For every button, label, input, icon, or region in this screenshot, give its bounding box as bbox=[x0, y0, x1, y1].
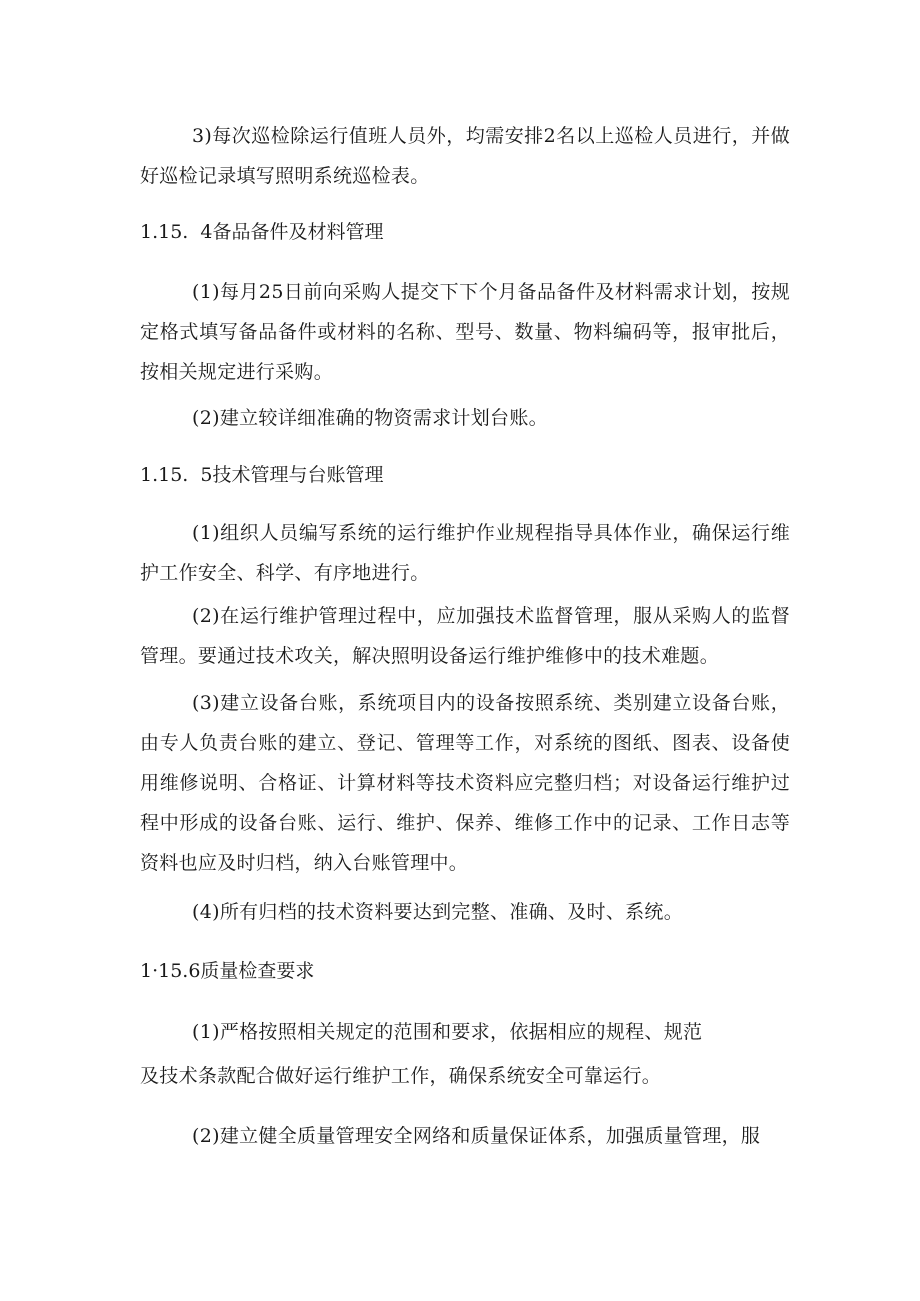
paragraph-spares-1: (1)每月25日前向采购人提交下下个月备品备件及材料需求计划，按规定格式填写备品备件或材料的名称、型号、数量、物料编码等，报审批后，按相关规定进行采购。 bbox=[140, 281, 790, 383]
paragraph-tech-4: (4)所有归档的技术资料要达到完整、准确、及时、系统。 bbox=[192, 901, 684, 923]
section-heading-1-15-6: 1·15.6质量检查要求 bbox=[140, 960, 315, 982]
paragraph-inspection-3: 3)每次巡检除运行值班人员外，均需安排2名以上巡检人员进行，并做好巡检记录填写照明系统巡检表。 bbox=[140, 125, 790, 187]
paragraph-quality-1-line-2: 及技术条款配合做好运行维护工作，确保系统安全可靠运行。 bbox=[140, 1065, 662, 1087]
paragraph-tech-2: (2)在运行维护管理过程中，应加强技术监督管理，服从采购人的监督管理。要通过技术攻关，解决照明设备运行维护维修中的技术难题。 bbox=[140, 605, 790, 667]
paragraph-quality-2: (2)建立健全质量管理安全网络和质量保证体系，加强质量管理，服 bbox=[192, 1125, 761, 1147]
paragraph-tech-3: (3)建立设备台账，系统项目内的设备按照系统、类别建立设备台账，由专人负责台账的建立、登记、管理等工作，对系统的图纸、图表、设备使用维修说明、合格证、计算材料等技术资料应完整归档；对设备运行维护过程中形成的设备台账、运行、维护、保养、维修工作中的记录、工作日志等资料也应及时归档，纳入台账管理中。 bbox=[140, 692, 790, 874]
paragraph-spares-2: (2)建立较详细准确的物资需求计划台账。 bbox=[192, 407, 548, 429]
section-heading-1-15-4: 1.15. 4备品备件及材料管理 bbox=[140, 221, 384, 243]
paragraph-tech-1: (1)组织人员编写系统的运行维护作业规程指导具体作业，确保运行维护工作安全、科学、有序地进行。 bbox=[140, 522, 790, 584]
section-heading-1-15-5: 1.15. 5技术管理与台账管理 bbox=[140, 464, 384, 486]
paragraph-quality-1-line-1: (1)严格按照相关规定的范围和要求，依据相应的规程、规范 bbox=[192, 1021, 703, 1043]
